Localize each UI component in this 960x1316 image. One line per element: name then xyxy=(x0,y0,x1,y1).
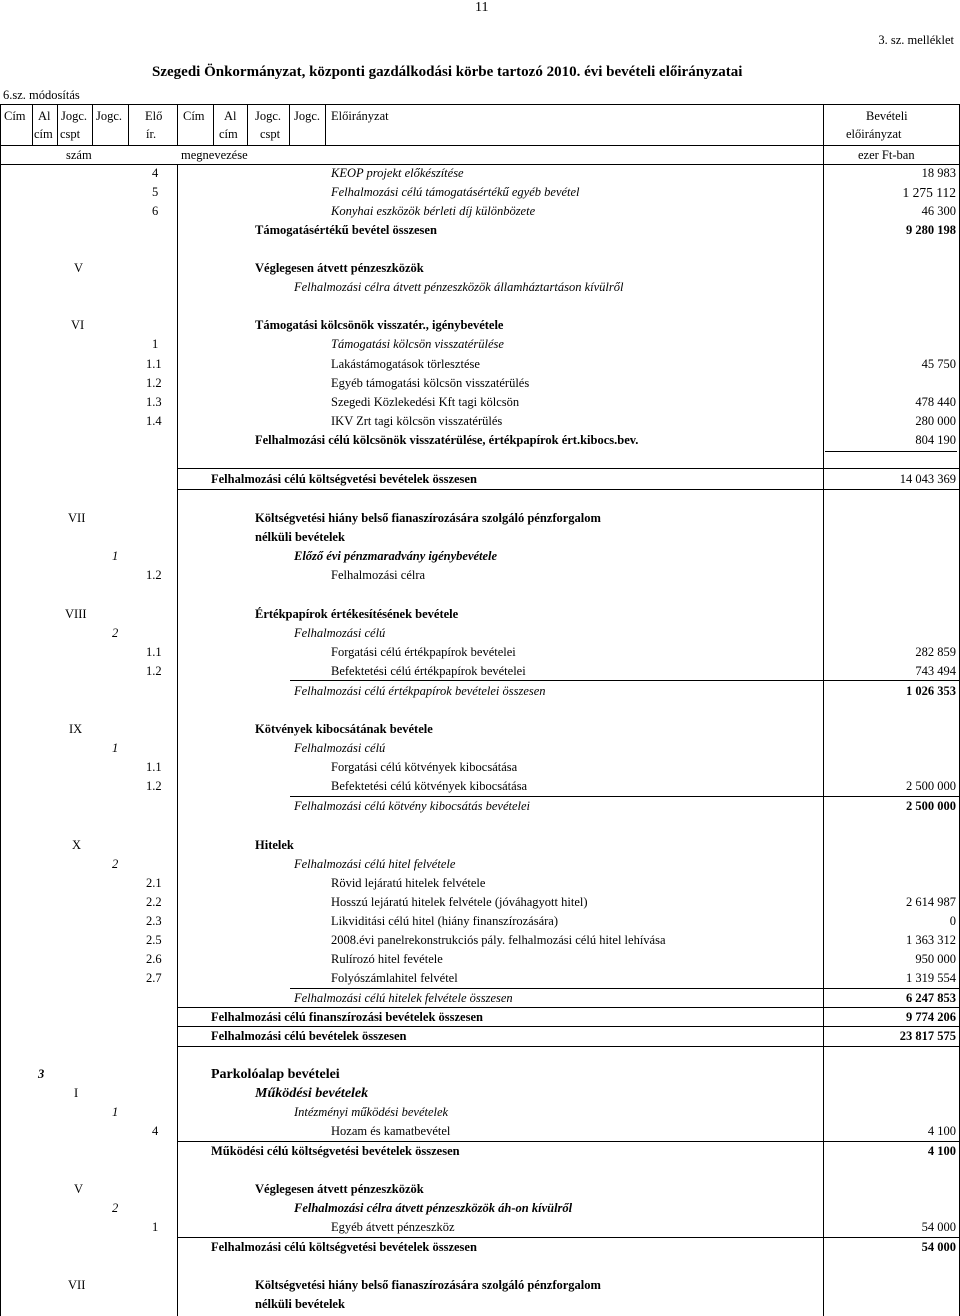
row-code: 1.2 xyxy=(146,568,162,582)
row-text: Rulírozó hitel fevétele xyxy=(331,952,443,966)
row-text: Rövid lejáratú hitelek felvétele xyxy=(331,876,486,890)
subtotal-line xyxy=(290,796,959,797)
row-amount: 2 614 987 xyxy=(906,895,956,909)
row-code: 1.2 xyxy=(146,664,162,678)
row-text: Befektetési célú kötvények kibocsátása xyxy=(331,779,528,793)
total-top-line xyxy=(178,1007,959,1008)
header-elo: Elő xyxy=(145,109,163,123)
row-amount: 2 500 000 xyxy=(906,799,956,813)
row-amount: 1 026 353 xyxy=(906,684,956,698)
header-cspt2: cspt xyxy=(260,127,281,141)
row-amount: 46 300 xyxy=(921,204,956,218)
row-text: Intézményi működési bevételek xyxy=(294,1105,449,1119)
row-text: Támogatási kölcsön visszatérülése xyxy=(331,337,504,351)
row-code: 2.5 xyxy=(146,933,162,947)
row-code: 1.1 xyxy=(146,357,162,371)
header-beveteli: Bevételi xyxy=(866,109,908,123)
header-mid-border xyxy=(0,145,960,146)
row-code: 1.1 xyxy=(146,645,162,659)
row-amount: 743 494 xyxy=(915,664,956,678)
row-code: VII xyxy=(68,511,86,525)
row-code: I xyxy=(74,1086,79,1100)
row-text: Forgatási célú értékpapírok bevételei xyxy=(331,645,516,659)
row-code: X xyxy=(72,838,82,852)
header-jogc: Jogc. xyxy=(96,109,123,123)
row-code: V xyxy=(74,1182,84,1196)
row-amount: 6 247 853 xyxy=(906,991,956,1005)
row-code: 1 xyxy=(112,549,119,563)
row-code: V xyxy=(74,261,84,275)
header-cim: Cím xyxy=(4,109,26,123)
row-amount: 2 500 000 xyxy=(906,779,956,793)
header-cim-sub2: cím xyxy=(219,127,238,141)
row-code: 6 xyxy=(152,204,159,218)
total-top-line xyxy=(178,1026,959,1027)
row-code: 1.4 xyxy=(146,414,162,428)
row-text: Támogatási kölcsönök visszatér., igénybevétele xyxy=(255,318,504,332)
row-text: Felhalmozási célra xyxy=(331,568,426,582)
col-divider xyxy=(247,104,248,145)
row-text: Felhalmozási célra átvett pénzeszközök áh-on kívülről xyxy=(294,1201,573,1215)
header-jogc: Jogc. xyxy=(255,109,282,123)
row-code: VIII xyxy=(65,607,87,621)
header-al: Al xyxy=(38,109,51,123)
row-text: Felhalmozási célú hitelek felvétele összesen xyxy=(294,991,513,1005)
header-jogc: Jogc. xyxy=(61,109,88,123)
row-code: 5 xyxy=(152,185,159,199)
row-text: Felhalmozási célú kölcsönök visszatérülése, értékpapírok ért.kibocs.bev. xyxy=(255,433,639,447)
row-text: Hozam és kamatbevétel xyxy=(331,1124,451,1138)
row-text: Felhalmozási célra átvett pénzeszközök államháztartáson kívülről xyxy=(294,280,624,294)
row-code: IX xyxy=(69,722,83,736)
row-amount: 1 275 112 xyxy=(902,185,956,200)
row-text: Működési célú költségvetési bevételek összesen xyxy=(211,1144,460,1158)
row-code: 1.1 xyxy=(146,760,162,774)
row-code: 2.2 xyxy=(146,895,162,909)
row-text: Hitelek xyxy=(255,838,294,852)
row-code: VI xyxy=(71,318,85,332)
header-eloiranyzat: Előirányzat xyxy=(331,109,389,123)
header-cspt: cspt xyxy=(60,127,81,141)
row-code: 3 xyxy=(38,1067,45,1081)
col-divider xyxy=(177,104,178,145)
row-text: Értékpapírok értékesítésének bevétele xyxy=(255,607,459,621)
col-divider xyxy=(128,104,129,145)
row-code: 1 xyxy=(112,741,119,755)
row-code: 1 xyxy=(152,337,159,351)
row-text: KEOP projekt előkészítése xyxy=(331,166,464,180)
row-text: Parkolóalap bevételei xyxy=(211,1067,340,1082)
col-divider xyxy=(177,164,178,1316)
row-text: Forgatási célú kötvények kibocsátása xyxy=(331,760,518,774)
row-text: Szegedi Közlekedési Kft tagi kölcsön xyxy=(331,395,520,409)
row-text: Felhalmozási célú támogatásértékű egyéb bevétel xyxy=(331,185,580,199)
col-divider xyxy=(92,104,93,145)
row-code: 4 xyxy=(152,1124,159,1138)
row-amount: 4 100 xyxy=(927,1144,956,1158)
row-amount: 478 440 xyxy=(915,395,956,409)
row-text: Konyhai eszközök bérleti díj különbözete xyxy=(331,204,536,218)
row-code: 4 xyxy=(152,166,159,180)
page-title: Szegedi Önkormányzat, központi gazdálkodási körbe tartozó 2010. évi bevételi előirányzatai xyxy=(152,64,743,80)
row-text: Befektetési célú értékpapírok bevételei xyxy=(331,664,526,678)
row-text: Költségvetési hiány belső fianaszírozására szolgáló pénzforgalom xyxy=(255,511,601,525)
header-bottom-border xyxy=(0,164,960,165)
header-megnevezese: megnevezése xyxy=(181,148,248,162)
col-divider xyxy=(213,104,214,145)
header-eloiranyzat-sub: előirányzat xyxy=(846,127,902,141)
row-amount: 9 280 198 xyxy=(906,223,956,237)
row-code: 1.2 xyxy=(146,779,162,793)
row-text: Felhalmozási célú értékpapírok bevételei összesen xyxy=(294,684,546,698)
row-code: 2.1 xyxy=(146,876,162,890)
row-code: 2 xyxy=(112,1201,119,1215)
row-code: 2 xyxy=(112,857,119,871)
row-text: nélküli bevételek xyxy=(255,1297,345,1311)
row-code: 2.3 xyxy=(146,914,162,928)
row-text: IKV Zrt tagi kölcsön visszatérülés xyxy=(331,414,503,428)
row-text: Lakástámogatások törlesztése xyxy=(331,357,480,371)
row-text: Véglegesen átvett pénzeszközök xyxy=(255,261,424,275)
col-divider xyxy=(325,104,326,145)
header-cim2: Cím xyxy=(183,109,205,123)
row-amount: 282 859 xyxy=(915,645,956,659)
header-al2: Al xyxy=(224,109,237,123)
row-text: Felhalmozási célú kötvény kibocsátás bevételei xyxy=(294,799,531,813)
amount-underline xyxy=(825,451,957,452)
row-amount: 950 000 xyxy=(915,952,956,966)
row-amount: 54 000 xyxy=(921,1240,956,1254)
header-cim-sub: cím xyxy=(34,127,53,141)
col-divider xyxy=(823,164,824,1316)
header-ir: ír. xyxy=(146,127,157,141)
row-text: Felhalmozási célú hitel felvétele xyxy=(294,857,456,871)
total-top-line xyxy=(178,1141,959,1142)
row-amount: 280 000 xyxy=(915,414,956,428)
col-divider xyxy=(289,104,290,145)
row-text: Támogatásértékű bevétel összesen xyxy=(255,223,437,237)
row-code: VII xyxy=(68,1278,86,1292)
row-text: Egyéb támogatási kölcsön visszatérülés xyxy=(331,376,530,390)
col-divider xyxy=(823,104,824,164)
header-szam: szám xyxy=(66,148,92,162)
row-text: Működési bevételek xyxy=(255,1086,369,1101)
row-code: 1.3 xyxy=(146,395,162,409)
row-amount: 23 817 575 xyxy=(899,1029,956,1043)
page-number: 11 xyxy=(475,0,489,15)
col-divider xyxy=(32,104,33,145)
row-amount: 1 319 554 xyxy=(906,971,956,985)
row-text: Likviditási célú hitel (hiány finanszírozására) xyxy=(331,914,558,928)
row-text: Költségvetési hiány belső fianaszírozására szolgáló pénzforgalom xyxy=(255,1278,601,1292)
subtotal-line xyxy=(290,680,959,681)
modification-label: 6.sz. módosítás xyxy=(3,88,80,102)
header-top-border xyxy=(0,104,960,105)
row-code: 1 xyxy=(112,1105,119,1119)
row-text: Folyószámlahitel felvétel xyxy=(331,971,458,985)
row-amount: 18 983 xyxy=(921,166,956,180)
row-code: 2.7 xyxy=(146,971,162,985)
row-text: Kötvények kibocsátának bevétele xyxy=(255,722,433,736)
row-code: 2.6 xyxy=(146,952,162,966)
row-text: nélküli bevételek xyxy=(255,530,345,544)
total-bottom-line xyxy=(178,1046,959,1047)
total-bottom-line xyxy=(178,489,959,490)
row-code: 1 xyxy=(152,1220,159,1234)
header-unit: ezer Ft-ban xyxy=(858,148,915,162)
row-text: Felhalmozási célú költségvetési bevételek összesen xyxy=(211,1240,477,1254)
col-divider xyxy=(57,104,58,145)
row-amount: 45 750 xyxy=(921,357,956,371)
row-amount: 54 000 xyxy=(921,1220,956,1234)
row-amount: 14 043 369 xyxy=(899,472,956,486)
row-text: Előző évi pénzmaradvány igénybevétele xyxy=(294,549,498,563)
row-amount: 804 190 xyxy=(915,433,956,447)
row-amount: 0 xyxy=(949,914,956,928)
row-text: Felhalmozási célú xyxy=(294,741,386,755)
row-text: Felhalmozási célú költségvetési bevételek összesen xyxy=(211,472,477,486)
row-text: Véglegesen átvett pénzeszközök xyxy=(255,1182,424,1196)
row-amount: 9 774 206 xyxy=(906,1010,956,1024)
row-text: Hosszú lejáratú hitelek felvétele (jóváhagyott hitel) xyxy=(331,895,588,909)
subtotal-line xyxy=(290,988,959,989)
total-top-line xyxy=(178,1237,959,1238)
row-text: Felhalmozási célú xyxy=(294,626,386,640)
row-text: Felhalmozási célú finanszírozási bevételek összesen xyxy=(211,1010,483,1024)
row-amount: 4 100 xyxy=(927,1124,956,1138)
row-code: 1.2 xyxy=(146,376,162,390)
annex-label: 3. sz. melléklet xyxy=(878,33,954,47)
row-text: Egyéb átvett pénzeszköz xyxy=(331,1220,455,1234)
row-code: 2 xyxy=(112,626,119,640)
row-amount: 1 363 312 xyxy=(906,933,956,947)
row-text: 2008.évi panelrekonstrukciós pály. felhalmozási célú hitel lehívása xyxy=(331,933,666,947)
total-top-line xyxy=(178,468,959,469)
header-jogc: Jogc. xyxy=(294,109,321,123)
row-text: Felhalmozási célú bevételek összesen xyxy=(211,1029,407,1043)
table-left-border xyxy=(0,104,1,1316)
